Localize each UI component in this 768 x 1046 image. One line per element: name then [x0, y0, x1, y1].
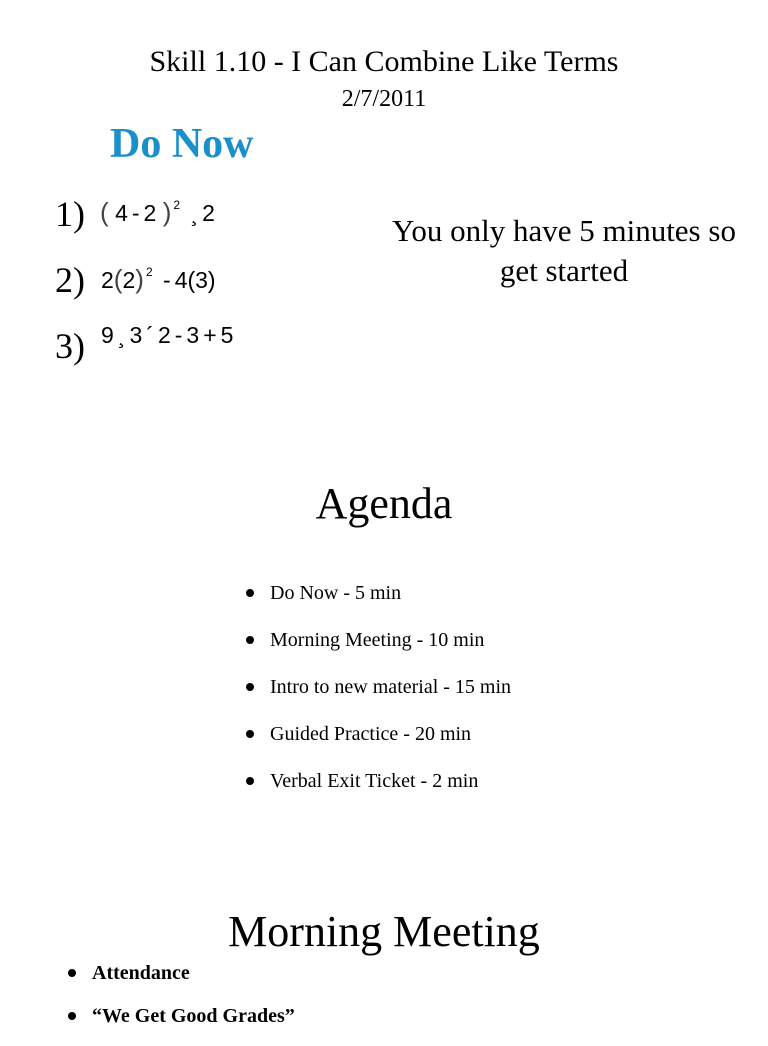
problem-3-expression	[101, 320, 233, 350]
bullet-icon	[246, 777, 254, 785]
bullet-icon	[246, 683, 254, 691]
bullet-icon	[246, 636, 254, 644]
page-title: Skill 1.10 - I Can Combine Like Terms	[149, 45, 619, 78]
agenda-list	[246, 580, 511, 815]
list-item	[246, 627, 511, 674]
list-item	[246, 768, 511, 815]
bullet-icon	[68, 969, 76, 977]
operator: -	[163, 267, 171, 293]
term: 4(3)	[174, 267, 216, 293]
list-item	[68, 960, 295, 1003]
term: 9	[101, 322, 114, 348]
problem-3-number: 3)	[55, 326, 85, 366]
operator: +	[203, 322, 217, 348]
exponent: 2	[173, 198, 181, 212]
list-item	[246, 721, 511, 768]
operator: -	[131, 200, 140, 226]
open-paren: (	[100, 197, 109, 227]
problem-2-expression	[101, 257, 216, 295]
agenda-item-label: Do Now - 5 min	[270, 582, 402, 604]
agenda-item-label: Morning Meeting - 10 min	[270, 629, 485, 651]
problem-2-number: 2)	[55, 260, 85, 300]
close-paren: )	[162, 197, 172, 227]
exponent: 2	[145, 265, 153, 279]
page-date: 2/7/2011	[341, 86, 427, 112]
term: 2	[143, 200, 157, 226]
list-item	[246, 674, 511, 721]
list-item	[68, 1003, 295, 1046]
problem-1-expression	[100, 190, 215, 228]
morning-meeting-heading: Morning Meeting	[228, 907, 540, 956]
bullet-icon	[246, 730, 254, 738]
agenda-item-label: Guided Practice - 20 min	[270, 723, 472, 745]
list-item	[246, 580, 511, 627]
meeting-item-label: Attendance	[92, 962, 190, 984]
operator: ¸	[117, 322, 126, 348]
term: 5	[220, 322, 234, 348]
term: 2	[157, 322, 171, 348]
agenda-heading: Agenda	[315, 479, 453, 528]
bullet-icon	[68, 1012, 76, 1020]
operator: ¸	[190, 200, 199, 226]
agenda-item-label: Intro to new material - 15 min	[270, 676, 512, 698]
morning-meeting-list	[68, 960, 295, 1046]
agenda-item-label: Verbal Exit Ticket - 2 min	[270, 770, 479, 792]
term: 4	[115, 200, 128, 226]
term: 2	[101, 267, 114, 293]
problem-1-number: 1)	[55, 194, 85, 234]
term: 2	[202, 200, 215, 226]
operator: -	[174, 322, 183, 348]
term: 3	[186, 322, 200, 348]
open-paren: (	[113, 264, 123, 294]
term: 2	[122, 267, 136, 293]
do-now-heading: Do Now	[110, 121, 254, 167]
time-limit-message: You only have 5 minutes so get started	[392, 213, 736, 288]
meeting-item-label: “We Get Good Grades”	[92, 1005, 295, 1027]
operator: ´	[146, 322, 154, 348]
bullet-icon	[246, 589, 254, 597]
term: 3	[129, 322, 143, 348]
close-paren: )	[135, 264, 144, 294]
